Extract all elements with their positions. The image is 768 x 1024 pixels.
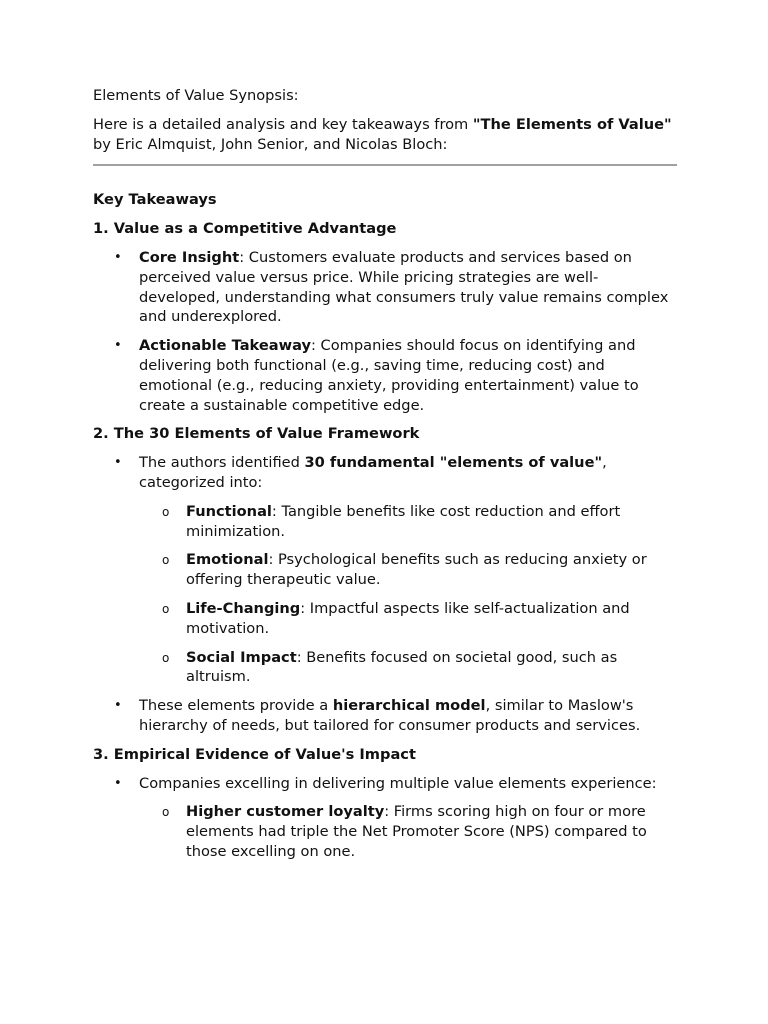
- sub-bullet-icon: o: [162, 601, 170, 616]
- section-1-list: [93, 248, 677, 415]
- intro-paragraph: [93, 115, 677, 155]
- list-item: [114, 774, 677, 862]
- sub-list-item: [162, 648, 677, 688]
- item-label: Actionable Takeaway: [139, 337, 311, 355]
- list-item: [114, 336, 677, 415]
- evidence-sublist: [139, 802, 677, 861]
- sub-item-label: Emotional: [186, 551, 269, 569]
- bullet-icon: •: [114, 338, 122, 354]
- item-text-post: , similar to Maslow's hierarchy of needs, but tailored for consumer products and services.: [139, 697, 641, 734]
- section-3-list: [93, 774, 677, 862]
- item-label: Core Insight: [139, 248, 240, 266]
- list-item: [114, 453, 677, 687]
- item-text-pre: The authors identified: [139, 454, 305, 472]
- item-text-post: , categorized into:: [139, 454, 607, 491]
- sub-list-item: [162, 502, 677, 542]
- item-text: : Companies should focus on identifying and delivering both functional (e.g., saving time, reducing cost) and emotional (e.g., reducing anxiety, providing entertainment) value to create a sustainable competitive edge.: [139, 337, 639, 414]
- section-2-list: [93, 453, 677, 736]
- sub-list-item: [162, 599, 677, 639]
- sub-bullet-icon: o: [162, 805, 170, 820]
- intro-text-post: by Eric Almquist, John Senior, and Nicolas Bloch:: [93, 135, 448, 153]
- sub-item-text: : Firms scoring high on four or more elements had triple the Net Promoter Score (NPS) compared to those excelling on one.: [186, 803, 647, 860]
- sub-item-text: : Benefits focused on societal good, such as altruism.: [186, 648, 618, 686]
- sub-bullet-icon: o: [162, 553, 170, 568]
- synopsis-title: Elements of Value Synopsis:: [93, 87, 299, 104]
- horizontal-divider: [93, 164, 677, 166]
- item-text: Companies excelling in delivering multiple value elements experience:: [139, 774, 657, 792]
- sub-item-label: Life-Changing: [186, 599, 301, 617]
- bullet-icon: •: [114, 455, 122, 471]
- key-takeaways-heading: Key Takeaways: [93, 191, 217, 209]
- item-text-pre: These elements provide a: [139, 697, 333, 715]
- section-1-heading: 1. Value as a Competitive Advantage: [93, 220, 397, 238]
- item-bold: 30 fundamental "elements of value": [304, 454, 603, 472]
- list-item: [114, 248, 677, 327]
- section-2-heading: 2. The 30 Elements of Value Framework: [93, 425, 420, 443]
- sub-item-label: Social Impact: [186, 648, 297, 666]
- section-3-heading: 3. Empirical Evidence of Value's Impact: [93, 745, 416, 763]
- bullet-icon: •: [114, 775, 122, 791]
- sub-bullet-icon: o: [162, 650, 170, 665]
- sub-item-text: : Tangible benefits like cost reduction and effort minimization.: [186, 502, 621, 540]
- sub-item-text: : Psychological benefits such as reducing anxiety or offering therapeutic value.: [186, 551, 647, 589]
- sub-item-label: Functional: [186, 502, 272, 520]
- item-bold: hierarchical model: [332, 697, 486, 715]
- item-text: : Customers evaluate products and services based on perceived value versus price. While pricing strategies are well-developed, understanding what consumers truly value remains complex and underexplored.: [139, 248, 669, 326]
- sub-item-text: : Impactful aspects like self-actualization and motivation.: [186, 599, 630, 637]
- document-page: [93, 86, 677, 871]
- sub-item-label: Higher customer loyalty: [186, 803, 385, 821]
- sub-list-item: [162, 802, 677, 861]
- book-title: "The Elements of Value": [472, 115, 672, 133]
- intro-text-pre: Here is a detailed analysis and key takeaways from: [93, 115, 473, 133]
- list-item: [114, 696, 677, 736]
- sub-bullet-icon: o: [162, 504, 170, 519]
- sub-list-item: [162, 550, 677, 590]
- bullet-icon: •: [114, 698, 122, 714]
- bullet-icon: •: [114, 249, 122, 265]
- elements-sublist: [139, 502, 677, 687]
